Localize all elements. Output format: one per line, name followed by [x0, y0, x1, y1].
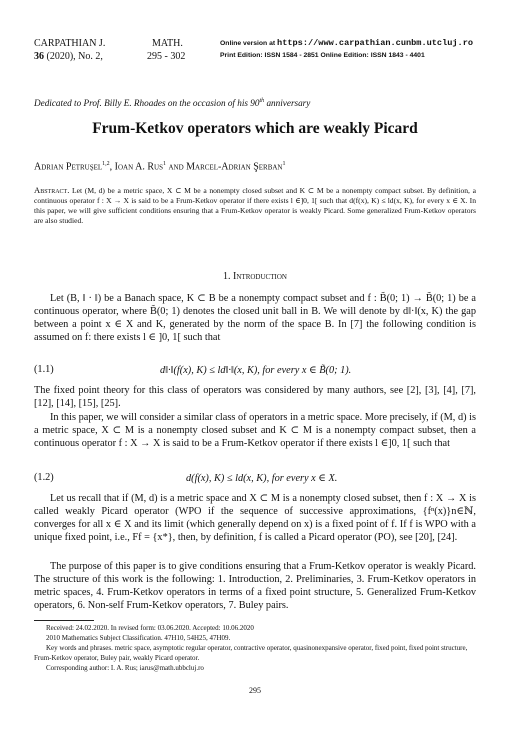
intro-paragraph-4: Let us recall that if (M, d) is a metric space and X ⊂ M is a nonempty closed subset, then f : X → X is called weakly Picard operator (WPO if the sequence of successive approximations, {fⁿ(x)}n∈ℕ, converges for all x ∈ X and its limit (which generally depend on x) is a fixed point of f. If f is WPO with a unique fixed point, i.e., Ff = {x*}, then, by definition, f is called a Picard operator (PO), see [20], [24]. [34, 493, 476, 544]
section-heading: 1. Introduction [223, 271, 287, 282]
intro-paragraph-5: The purpose of this paper is to give conditions ensuring that a Frum-Ketkov operator is weakly Picard. The structure of this work is the following: 1. Introduction, 2. Preliminaries, 3. Frum-Ketkov operators in metric spaces, 4. Frum-Ketkov operators in terms of a fixed point structure, 5. Generalized Frum-Ketkov operators, 6. Non-self Frum-Ketkov operators, 7. Buley pairs. [34, 561, 476, 612]
page-range: 295 - 302 [147, 51, 186, 62]
online-url[interactable]: https://www.carpathian.cunbm.utcluj.ro [277, 38, 474, 48]
issn-line: Print Edition: ISSN 1584 - 2851 Online Edition: ISSN 1843 - 4401 [220, 52, 425, 59]
page-number: 295 [249, 686, 261, 695]
dedication: Dedicated to Prof. Billy E. Rhoades on the occasion of his 90th anniversary [34, 98, 311, 109]
intro-paragraph-2: The fixed point theory for this class of operators was considered by many authors, see [2], [3], [4], [7], [12], [14], [15], [25]. [34, 385, 476, 410]
journal-subject: MATH. [152, 38, 183, 49]
intro-paragraph-1: Let (B, ‖ · ‖) be a Banach space, K ⊂ B be a nonempty compact subset and f : B̃(0; 1) → B̃(0; 1) be a continuous operator, where B̃(0; 1) denotes the closed unit ball in B. We will denote by d‖·‖(x, K) the gap between a point x ∈ X and K, generated by the norm of the space B. In [7] the following condition is assumed on f: there exists l ∈ ]0, 1[ such that [34, 293, 476, 344]
online-version [220, 39, 473, 49]
equation-label-1-1: (1.1) [34, 364, 54, 375]
equation-1-2: d(f(x), K) ≤ ld(x, K), for every x ∈ X. [186, 473, 338, 484]
online-label: Online version at [220, 40, 276, 47]
footnote-corresponding: Corresponding author: I. A. Rus; iarus@math.ubbcluj.ro [46, 664, 204, 672]
journal-name: CARPATHIAN J. [34, 38, 106, 49]
abstract-label: Abstract. [34, 185, 70, 195]
author-list: Adrian Petruşel$^{1,2}$, Ioan A. Rus$^1$ and Marcel-Adrian Şerban$^1$ [34, 161, 286, 173]
footnote-rule [34, 620, 94, 621]
intro-paragraph-3: In this paper, we will consider a similar class of operators in a metric space. More precisely, if (M, d) is a metric space, X ⊂ M is a nonempty closed subset and K ⊂ M is a nonempty compact subset, then a continuous operator f : X → X is said to be a Frum-Ketkov operator if there exists l ∈]0, 1[ such that [34, 412, 476, 450]
volume-number: 36 [34, 51, 44, 62]
footnote-msc: 2010 Mathematics Subject Classification. 47H10, 54H25, 47H09. [46, 634, 231, 642]
issue-text: (2020), No. 2, [46, 51, 103, 62]
abstract [34, 186, 476, 226]
volume-issue [34, 51, 103, 63]
equation-1-1: d‖·‖(f(x), K) ≤ ld‖·‖(x, K), for every x ∈ B̃(0; 1). [160, 365, 352, 376]
footnote-keywords: Key words and phrases. metric space, asymptotic regular operator, contractive operator, quasinonexpansive operator, fixed point, fixed point structure, Frum-Ketkov operator, Buley pair, weakly Picard operator. [34, 644, 468, 662]
abstract-text: Let (M, d) be a metric space, X ⊂ M be a nonempty closed subset and K ⊂ M be a nonempty compact subset. By definition, a continuous operator f : X → X is said to be a Frum-Ketkov operator if there exists l ∈]0, 1[ such that d(f(x), K) ≤ ld(x, K), for every x ∈ X. In this paper, we will give sufficient conditions ensuring that a Frum-Ketkov operator is weakly Picard. Some generalized Frum-Ketkov operators are also studied. [34, 186, 476, 225]
equation-label-1-2: (1.2) [34, 472, 54, 483]
paper-title: Frum-Ketkov operators which are weakly Picard [92, 120, 418, 137]
footnote-received: Received: 24.02.2020. In revised form: 03.06.2020. Accepted: 10.06.2020 [46, 624, 254, 632]
